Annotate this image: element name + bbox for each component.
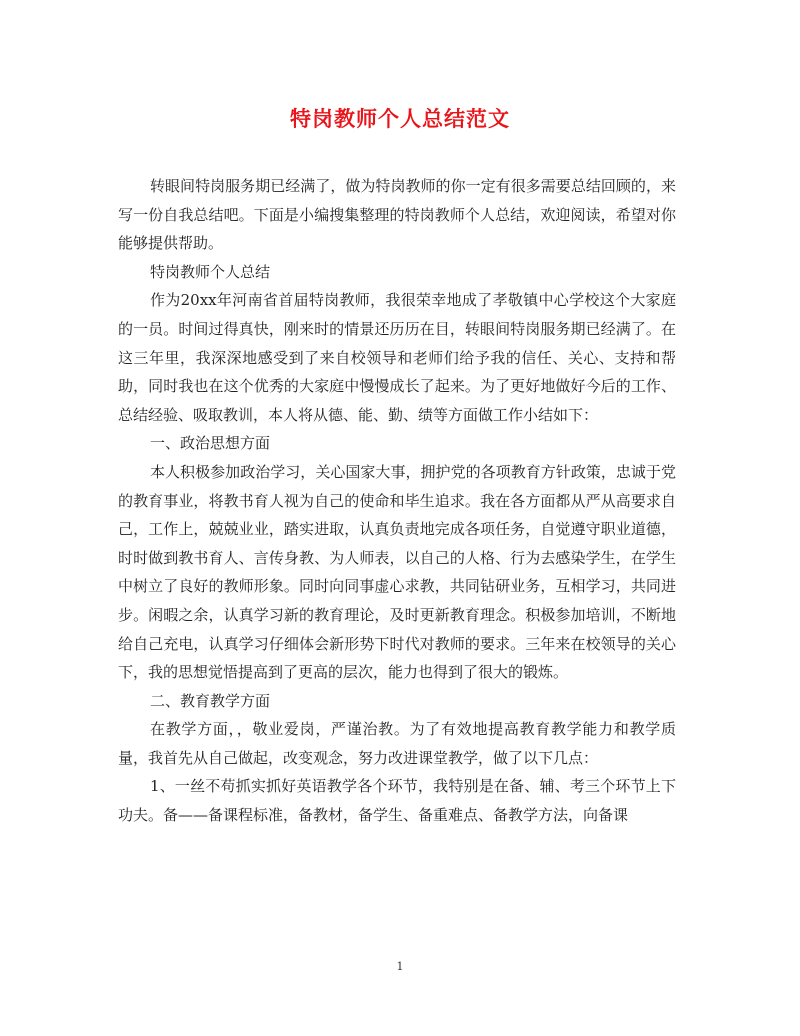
paragraph-political: 本人积极参加政治学习，关心国家大事，拥护党的各项教育方针政策，忠诚于党的教育事业，将教书育人视为自己的使命和毕生追求。我在各方面都从严从高要求自己，工作上，兢兢业业，踏实进取，认真负责地完成各项任务，自觉遵守职业道德，时时做到教书育人、言传身教、为人师表，以自己的人格、行为去感染学生，在学生中树立了良好的教师形象。同时向同事虚心求教，共同钻研业务，互相学习，共同进步。闲暇之余，认真学习新的教育理论，及时更新教育理念。积极参加培训，不断地给自己充电，认真学习仔细体会新形势下时代对教师的要求。三年来在校领导的关心下，我的思想觉悟提高到了更高的层次，能力也得到了很大的锻炼。 [118, 462, 676, 682]
paragraph-overview: 作为20xx年河南省首届特岗教师，我很荣幸地成了孝敬镇中心学校这个大家庭的一员。时间过得真快，刚来时的情景还历历在目，转眼间特岗服务期已经满了。在这三年里，我深深地感受到了来自校领导和老师们给予我的信任、关心、支持和帮助，同时我也在这个优秀的大家庭中慢慢成长了起来。为了更好地做好今后的工作、总结经验、吸取教训，本人将从德、能、勤、绩等方面做工作小结如下： [118, 291, 676, 424]
paragraph-item-1: 1、一丝不苟抓实抓好英语教学各个环节，我特别是在备、辅、考三个环节上下功夫。备——备课程标准，备教材，备学生、备重难点、备教学方法，向备课 [118, 777, 676, 825]
paragraph-teaching: 在教学方面，，敬业爱岗，严谨治教。为了有效地提高教育教学能力和教学质量，我首先从自己做起，改变观念，努力改进课堂教学，做了以下几点： [118, 720, 676, 767]
page-number: 1 [396, 960, 404, 973]
document-body [118, 172, 676, 830]
document-title: 特岗教师个人总结范文 [290, 106, 510, 131]
paragraph-subtitle: 特岗教师个人总结 [150, 262, 271, 281]
section-heading-teaching: 二、教育教学方面 [150, 691, 271, 710]
section-heading-political: 一、政治思想方面 [150, 434, 271, 453]
paragraph-intro: 转眼间特岗服务期已经满了，做为特岗教师的你一定有很多需要总结回顾的，来写一份自我总结吧。下面是小编搜集整理的特岗教师个人总结，欢迎阅读，希望对你能够提供帮助。 [118, 177, 676, 253]
